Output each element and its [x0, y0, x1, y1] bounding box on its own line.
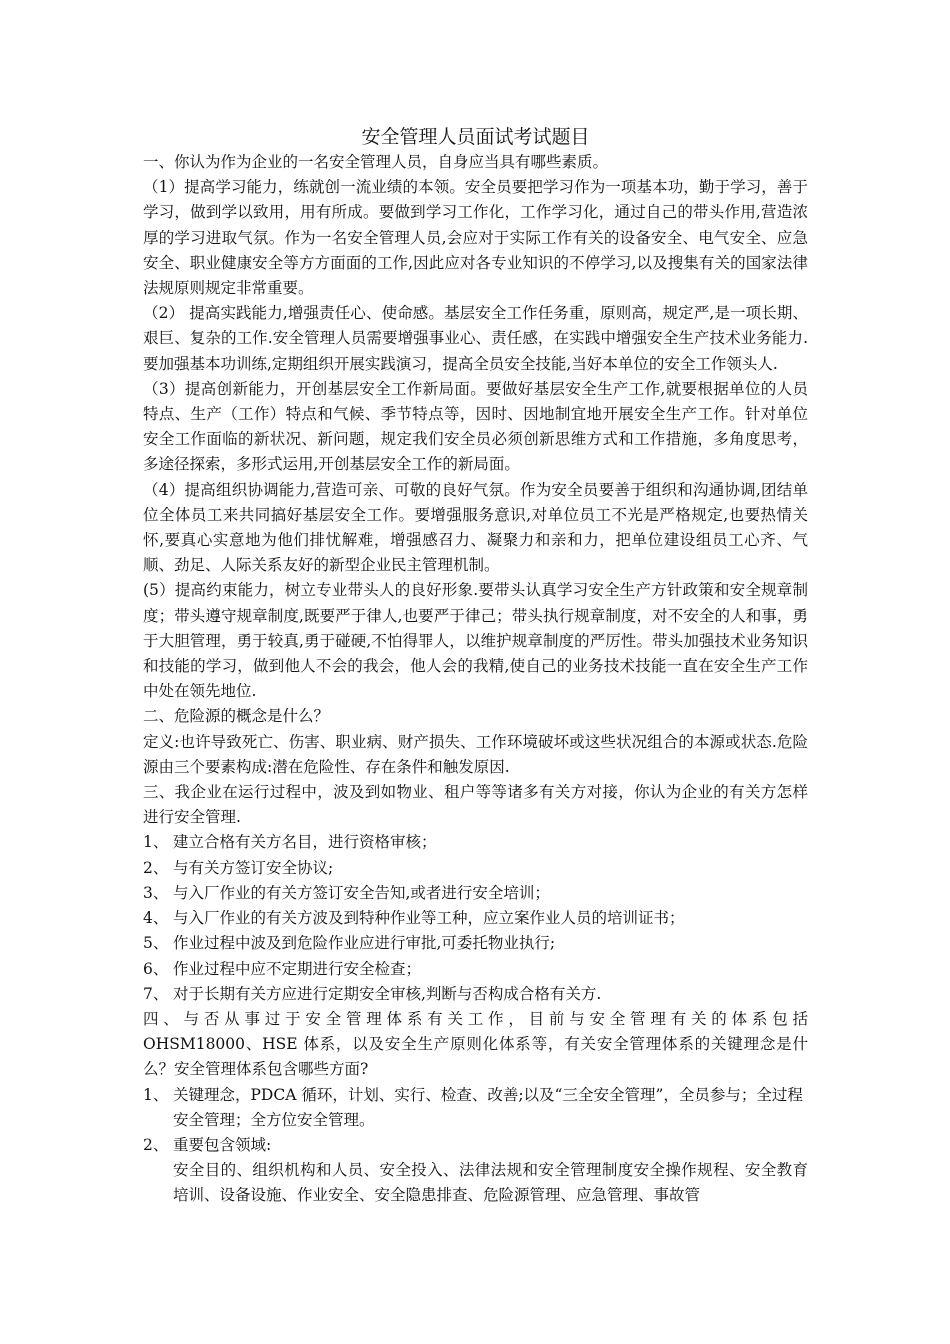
question-1: 一、你认为作为企业的一名安全管理人员，自身应当具有哪些素质。 — [143, 153, 609, 171]
list-item: 7、 对于长期有关方应进行定期安全审核,判断与否构成合格有关方. — [143, 984, 602, 1003]
list-item: 1、 关键理念，PDCA 循环，计划、实行、检查、改善;以及“三全安全管理”，全员参与；全过程安全管理；全方位安全管理。 — [143, 1085, 803, 1129]
answer-2-definition: 定义:也许导致死亡、伤害、职业病、财产损失、工作环境破坏或这些状况组合的本源或状态.危险源由三个要素构成:潜在危险性、存在条件和触发原因. — [143, 732, 808, 776]
document-title: 安全管理人员面试考试题目 — [361, 126, 590, 148]
list-item: 3、 与入厂作业的有关方签订安全告知,或者进行安全培训； — [143, 883, 550, 902]
answer-3-list — [143, 830, 808, 1006]
question-4-line-1: 四、与否从事过于安全管理体系有关工作，目前与安全管理有关的体系包括 — [143, 1009, 808, 1028]
answer-1-point-5: (5）提高约束能力，树立专业带头人的良好形象.要带头认真学习安全生产方针政策和安全规章制度；带头遵守规章制度,既要严于律人,也要严于律己；带头执行规章制度，对不安全的人和事，勇于大胆管理，勇于较真,勇于碰硬,不怕得罪人，以维护规章制度的严厉性。带头加强技术业务知识和技能的学习，做到他人不会的我会，他人会的我精,使自己的业务技术技能一直在安全生产工作中处在领先地位. — [143, 581, 808, 701]
question-4-line-rest: OHSM18000、HSE 体系，以及安全生产原则化体系等，有关安全管理体系的关键理念是什么？安全管理体系包含哪些方面? — [143, 1035, 808, 1079]
question-3: 三、我企业在运行过程中，波及到如物业、租户等等诸多有关方对接，你认为企业的有关方怎样进行安全管理. — [143, 783, 808, 827]
list-item: 1、 建立合格有关方名目，进行资格审核； — [143, 833, 437, 852]
list-item: 2、 重要包含领域: — [143, 1135, 272, 1154]
document-body — [143, 124, 808, 1209]
list-item: 6、 作业过程中应不定期进行安全检查； — [143, 959, 422, 978]
answer-4-areas: 安全目的、组织机构和人员、安全投入、法律法规和安全管理制度安全操作规程、安全教育培训、设备设施、作业安全、安全隐患排查、危险源管理、应急管理、事故管 — [173, 1161, 808, 1205]
answer-1-point-3: （3）提高创新能力，开创基层安全工作新局面。要做好基层安全生产工作,就要根据单位的人员特点、生产（工作）特点和气候、季节特点等，因时、因地制宜地开展安全生产工作。针对单位安全工作面临的新状况、新问题，规定我们安全员必须创新思维方式和工作措施，多角度思考，多途径探索，多形式运用,开创基层安全工作的新局面。 — [143, 379, 808, 474]
list-item: 5、 作业过程中波及到危险作业应进行审批,可委托物业执行; — [143, 934, 556, 953]
answer-1-point-2: （2） 提高实践能力,增强责任心、使命感。基层安全工作任务重，原则高，规定严,是一项长期、艰巨、复杂的工作.安全管理人员需要增强事业心、责任感，在实践中增强安全生产技术业务能力.要加强基本功训练,定期组织开展实践演习，提高全员安全技能,当好本单位的安全工作领头人. — [143, 304, 808, 373]
list-item: 4、 与入厂作业的有关方波及到特种作业等工种，应立案作业人员的培训证书； — [143, 909, 685, 928]
answer-1-point-4: （4）提高组织协调能力,营造可亲、可敬的良好气氛。作为安全员要善于组织和沟通协调,团结单位全体员工来共同搞好基层安全工作。要增强服务意识,对单位员工不光是严格规定,也要热情关怀,要真心实意地为他们排忧解难，增强感召力、凝聚力和亲和力，把单位建设组员工心齐、气顺、劲足、人际关系友好的新型企业民主管理机制。 — [143, 480, 808, 575]
list-item: 2、 与有关方签订安全协议; — [143, 858, 334, 877]
question-2: 二、危险源的概念是什么？ — [143, 707, 330, 726]
answer-1-point-1: （1）提高学习能力，练就创一流业绩的本领。安全员要把学习作为一项基本功，勤于学习，善于学习，做到学以致用，用有所成。要做到学习工作化，工作学习化，通过自己的带头作用,营造浓厚的学习进取气氛。作为一名安全管理人员,会应对于实际工作有关的设备安全、电气安全、应急安全、职业健康安全等方方面面的工作,因此应对各专业知识的不停学习,以及搜集有关的国家法律法规原则规定非常重要。 — [143, 178, 808, 298]
